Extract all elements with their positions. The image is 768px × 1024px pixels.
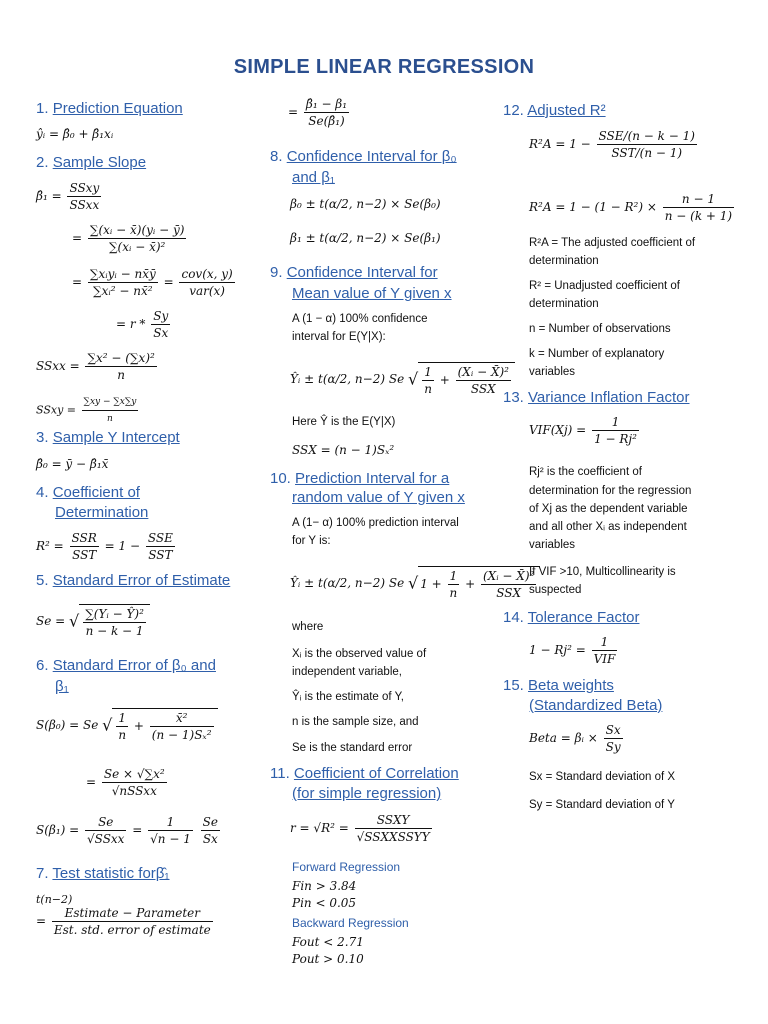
page-title: SIMPLE LINEAR REGRESSION (233, 56, 535, 78)
ssxx-formula: SSxx = $\frac{\text{∑x² − (∑x)²}}{n}$ (36, 351, 155, 382)
pi-where-4: n is the sample size, and (292, 716, 419, 728)
slope-formula-4: = r * $\frac{Sy}{Sx}$ (116, 309, 169, 340)
slope-formula-2: = $\frac{\text{∑(xᵢ − x̄)(yᵢ − ȳ)}}{\text{∑(xᵢ − x̄)²}}$ (72, 223, 185, 254)
adjusted-r2-desc-4: k = Number of explanatory (529, 348, 665, 360)
heading-prediction-interval-line2: random value of Y given x (292, 489, 465, 506)
adjusted-r2-desc-2: R² = Unadjusted coefficient of (529, 280, 680, 292)
ssxy-formula: SSxy = $\frac{\sum xy - \sum x\sum y}{n}$ (36, 394, 140, 427)
pi-where-3: Ŷᵢ is the estimate of Y, (292, 691, 404, 703)
t-stat-formula: = Estimate − Parameter Est. std. error of estimate (36, 906, 211, 937)
slope-formula-3: = ∑xᵢyᵢ − nx̄ȳ ∑xᵢ² − nx̄² = cov(x, y) var(x) (72, 267, 233, 298)
beta-weights-text-1: Sx = Standard deviation of X (529, 771, 676, 783)
heading-beta-weights: 15. Beta weights (503, 677, 614, 694)
heading-ci-mean-value: 9. Confidence Interval for (270, 264, 438, 281)
adjusted-r2-desc-1b: determination (529, 255, 599, 267)
forward-pin: Pin < 0.05 (292, 896, 357, 910)
vif-text-6: If VIF >10, Multicollinearity is (529, 566, 676, 578)
heading-test-statistic: 7. Test statistic forβ̂₁ (36, 865, 170, 882)
backward-pout: Pout > 0.10 (292, 952, 364, 966)
heading-prediction-interval: 10. Prediction Interval for a (270, 470, 450, 487)
vif-text-1: Rj² is the coefficient of (529, 466, 642, 478)
heading-confidence-interval-betas: 8. Confidence Interval for β₀ (270, 148, 457, 165)
vif-text-7: suspected (529, 584, 582, 596)
heading-beta-weights-line2: (Standardized Beta) (529, 697, 663, 714)
pi-where-5: Se is the standard error (292, 742, 413, 754)
ci-mean-here-text: Here Ŷ is the E(Y|X) (292, 416, 396, 428)
adjusted-r2-desc-3: n = Number of observations (529, 323, 671, 335)
correlation-formula: r = √R² = SSXY √SSXXSSYY (290, 813, 430, 844)
s-beta0-formula: S(β₀) = Se √ $\frac{1}{n}$ + $\frac{\text{x̄²}}{\text{(n − 1)Sₓ²}}$ (36, 708, 218, 743)
heading-standard-error-of-estimate: 5. Standard Error of Estimate (36, 572, 231, 589)
intercept-formula: β̂₀ = ȳ − β̂₁x̄ (36, 457, 109, 471)
heading-standard-error-of-betas-line2: β₁ (55, 678, 69, 695)
slope-formula-1: β̂₁ = SSxy SSxx (36, 181, 100, 212)
beta-weights-formula: Beta = βᵢ × $\frac{Sx}{Sy}$ (529, 723, 621, 754)
prediction-equation-formula: ŷᵢ = β̂₀ + β̂₁xᵢ (36, 127, 114, 141)
heading-coefficient-of-correlation-line2: (for simple regression) (292, 785, 442, 802)
pi-formula: Ŷᵢ ± t(α/2, n−2) Se √ 1 + $\frac{1}{n}$ + (Xᵢ − X̄)² SSX (290, 566, 540, 601)
vif-text-5: variables (529, 539, 576, 551)
heading-coefficient-of-determination-line2: Determination (55, 504, 149, 521)
pi-where-1: Xᵢ is the observed value of (292, 648, 427, 660)
forward-fin: Fin > 3.84 (292, 879, 357, 893)
s-beta1-formula: S(β₁) = Se √SSxx = $\frac{1}{√n - 1}$ $\frac{Se}{Sx}$ (36, 815, 218, 846)
heading-sample-slope: 2. Sample Slope (36, 154, 147, 171)
pi-text-1: A (1− α) 100% prediction interval (292, 517, 459, 529)
heading-standard-error-of-betas: 6. Standard Error of β₀ and (36, 657, 216, 674)
adjusted-r2-formula-2: R²A = 1 − (1 − R²) × $\frac{n - 1}{n - (k + 1)}$ (529, 192, 733, 223)
ci-mean-text-2: interval for E(Y|X): (292, 331, 386, 343)
adjusted-r2-desc-4b: variables (529, 366, 576, 378)
t-stat-lhs: t(n−2) (36, 893, 73, 906)
heading-coefficient-of-correlation: 11. Coefficient of Correlation (270, 765, 459, 782)
se-formula: Se = √ $\frac{\text{∑(Yᵢ − Ŷ)²}}{n - k - 1}$ (36, 604, 150, 639)
adjusted-r2-formula-1: R²A = 1 − SSE/(n − k − 1) SST/(n − 1) (529, 129, 695, 160)
adjusted-r2-desc-1: R²A = The adjusted coefficient of (529, 237, 696, 249)
backward-fout: Fout < 2.71 (292, 935, 364, 949)
heading-ci-mean-value-line2: Mean value of Y given x (292, 285, 452, 302)
pi-where: where (292, 621, 324, 633)
r-squared-formula: R² = SSR SST = 1 − SSE SST (36, 531, 173, 562)
heading-vif: 13. Variance Inflation Factor (503, 389, 690, 406)
heading-adjusted-r2: 12. Adjusted R² (503, 102, 606, 119)
vif-text-3: of Xj as the dependent variable (529, 503, 688, 515)
vif-text-2: determination for the regression (529, 485, 692, 497)
beta-weights-text-2: Sy = Standard deviation of Y (529, 799, 675, 811)
heading-sample-y-intercept: 3. Sample Y Intercept (36, 429, 180, 446)
tolerance-formula: 1 − Rj² = 1 VIF (529, 635, 616, 666)
heading-tolerance-factor: 14. Tolerance Factor (503, 609, 640, 626)
heading-confidence-interval-betas-line2: and β₁ (292, 169, 335, 186)
test-stat-continuation: = $\frac{\text{β̂₁ − β₁}}{\text{Se(β̂₁)}}$ (288, 97, 348, 128)
backward-regression-label: Backward Regression (292, 916, 409, 930)
adjusted-r2-desc-2b: determination (529, 298, 599, 310)
vif-formula: VIF(Xj) = $\frac{1}{\text{1 − Rj²}}$ (529, 415, 637, 446)
vif-text-4: and all other Xᵢ as independent (529, 521, 687, 533)
pi-text-2: for Y is: (292, 535, 331, 547)
pi-where-2: independent variable, (292, 666, 402, 678)
ci-beta1-formula: β₁ ± t(α/2, n−2) × Se(β₁) (290, 231, 441, 245)
ssx-formula: SSX = (n − 1)Sₓ² (292, 443, 395, 457)
heading-prediction-equation: 1. Prediction Equation (36, 100, 183, 117)
ci-mean-text-1: A (1 − α) 100% confidence (292, 313, 428, 325)
heading-coefficient-of-determination: 4. Coefficient of (36, 484, 140, 501)
forward-regression-label: Forward Regression (292, 860, 401, 874)
s-beta0-formula-2: = Se × √∑x² √nSSxx (86, 767, 165, 798)
ci-mean-formula: Ŷᵢ ± t(α/2, n−2) Se √ $\frac{1}{n}$ + (Xᵢ − X̄)² SSX (290, 362, 515, 397)
ci-beta0-formula: β₀ ± t(α/2, n−2) × Se(β₀) (290, 197, 441, 211)
